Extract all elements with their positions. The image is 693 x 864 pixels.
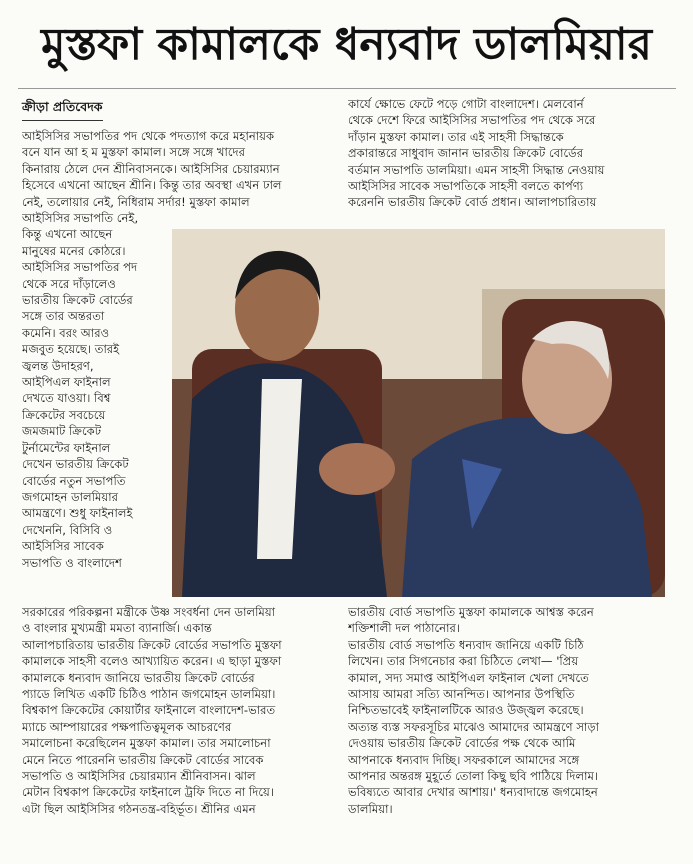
text-line: মজবুত হয়েছে। তারই [22,342,120,357]
left-column-top-text [22,128,344,210]
text-line: ভারতীয় বোর্ড সভাপতি ধন্যবাদ জানিয়ে একটি চিঠি [348,637,584,652]
text-line: কমেনি। বরং আরও [22,325,110,340]
byline: ক্রীড়া প্রতিবেদক [22,99,103,121]
text-line: ডালমিয়া। [348,801,393,816]
photo-illustration [172,229,665,597]
text-line: ক্রিকেটের সবচেয়ে [22,407,106,422]
text-line: জ্বলন্ত উদাহরণ, [22,358,94,373]
text-line: ভবিষ্যতে আবার দেখার আশায়।' ধন্যবাদান্তে জগমোহন [348,785,598,800]
text-line: আইসিসির সভাপতি নেই, [22,211,139,225]
text-line: থেকে সরে দাঁড়ালেও [22,276,116,291]
text-line: প্যাডে লিখিত একটি চিঠিও পাঠান জগমোহন ডালমিয়া। [22,687,276,702]
text-line: সরকারের পরিকল্পনা মন্ত্রীকে উষ্ণ সংবর্ধনা দেন ডালমিয়া [22,605,276,619]
text-line: ও বাংলার মুখ্যমন্ত্রী মমতা ব্যানার্জি। একান্ত [22,621,212,636]
text-line: ভারতীয় বোর্ড সভাপতি মুস্তফা কামালকে আশ্বস্ত করেন [348,605,594,619]
text-line: শক্তিশালী দল পাঠানোর। [348,621,460,636]
left-column-bottom-text [22,604,344,817]
article-photo [172,229,665,597]
text-line: বর্তমান সভাপতি ডালমিয়া। এমন সাহসী সিদ্ধান্ত নেওয়ায় [348,162,605,177]
text-line: টুর্নামেন্টের ফাইনাল [22,440,111,455]
text-line: মেনে নিতে পারেননি ভারতীয় ক্রিকেট বোর্ডের সাবেক [22,752,264,767]
text-line: কিনারায় ঠেলে দেন শ্রীনিবাসনকে। আইসিসির চেয়ারম্যান [22,161,280,176]
text-line: এটা ছিল আইসিসির গঠনতন্ত্র-বহির্ভূত। শ্রীনির এমন [22,801,256,816]
text-line: সভাপতি ও বাংলাদেশ [22,555,122,570]
text-line: বনে যান আ হ ম মুস্তফা কামাল। সঙ্গে সঙ্গে খাদের [22,145,245,160]
text-line: কামালকে ধন্যবাদ জানিয়ে ভারতীয় ক্রিকেট বোর্ডের [22,670,255,685]
text-line: কামালকে সাহসী বলেও আখ্যায়িত করেন। এ ছাড়া মুস্তফা [22,654,282,669]
text-line: লিখেন। তার সিগনেচার করা চিঠিতে লেখা— 'প্রিয় [348,654,579,669]
photo-handshake [319,443,395,495]
text-line: থেকে দেশে ফিরে আইসিসির সভাপতির পদ থেকে সরে [348,113,596,128]
text-line: কামাল, সদ্য সমাপ্ত আইপিএল ফাইনাল খেলা দেখতে [348,670,589,685]
text-line: আইসিসির সাবেক সভাপতিকে সাহসী বলতে কার্পণ্য [348,179,584,194]
text-line: দেখেননি, বিসিবি ও [22,522,113,537]
text-line: ভারতীয় ক্রিকেট বোর্ডের [22,293,133,308]
text-line: মানুষের মনের কোঠরে। [22,243,126,258]
text-line: আপনার অন্তরঙ্গ মুহূর্তে তোলা কিছু ছবি পাঠিয়ে দিলাম। [348,769,599,784]
text-line: সঙ্গে তার অন্তরতা [22,309,105,324]
text-line: আলাপচারিতায় ভারতীয় ক্রিকেট বোর্ডের সভাপতি মুস্তফা [22,637,282,652]
text-line: কিন্তু এখনো আছেন [22,227,113,242]
headline: মুস্তফা কামালকে ধন্যবাদ ডালমিয়ার [41,19,652,70]
right-column-top-text [348,96,670,211]
left-column-wrap-text [22,210,167,571]
text-line: মেটান বিশ্বকাপ ক্রিকেটের ফাইনালে ট্রফি দিতে না দিয়ে। [22,785,274,800]
text-line: আপনাকে ধন্যবাদ দিচ্ছি। সফরকালে আমাদের সঙ্গে [348,752,580,767]
text-line: আইপিএল ফাইনাল [22,375,111,390]
text-line: দাঁড়ান মুস্তফা কামাল। তার এই সাহসী সিদ্ধান্তকে [348,129,564,144]
text-line: জগমোহন ডালমিয়ার [22,489,118,504]
headline-rule [18,88,676,89]
text-line: আমন্ত্রণে। শুধু ফাইনালই [22,506,133,521]
right-column-bottom-text [348,604,670,817]
text-line: দেখেন ভারতীয় ক্রিকেট [22,457,129,472]
text-line: অত্যন্ত ব্যস্ত সফরসূচির মাঝেও আমাদের আমন্ত্রণে সাড়া [348,719,600,734]
text-line: আইসিসির সভাপতির পদ [22,260,138,275]
text-line: কার্যে ক্ষোভে ফেটে পড়ে গোটা বাংলাদেশ। মেলবোর্ন [348,97,584,111]
text-line: প্রকারান্তরে সাধুবাদ জানান ভারতীয় ক্রিকেট বোর্ডের [348,146,584,161]
text-line: সভাপতি ও আইসিসির চেয়ারম্যান শ্রীনিবাসন। ঝাল [22,769,256,784]
text-line: আসায় আমরা সত্যি আনন্দিত। আপনার উপস্থিতি [348,687,575,702]
text-line: বিশ্বকাপ ক্রিকেটের কোয়ার্টার ফাইনালে বাংলাদেশ-ভারত [22,703,276,718]
text-line: আইসিসির সাবেক [22,539,104,554]
text-line: সমালোচনা করেছিলেন মুস্তফা কামাল। তার সমালোচনা [22,736,271,751]
text-line: নেই, তলোয়ার নেই, নিধিরাম সর্দার! মুস্তফা কামাল [22,194,250,209]
text-line: বোর্ডের নতুন সভাপতি [22,473,126,488]
text-line: দেখতে যাওয়া। বিশ্ব [22,391,111,406]
text-line: জমজমাট ক্রিকেট [22,424,102,439]
text-line: আইসিসির সভাপতির পদ থেকে পদত্যাগ করে মহানায়ক [22,129,275,143]
text-line: ম্যাচে আম্পায়ারের পক্ষপাতিত্বমূলক আচরণের [22,719,232,734]
text-line: দেওয়ায় ভারতীয় ক্রিকেট বোর্ডের পক্ষ থেকে আমি [348,736,576,751]
text-line: নিশ্চিতভাবেই ফাইনালটিকে আরও উজ্জ্বল করেছে। [348,703,584,718]
text-line: করেননি ভারতীয় ক্রিকেট বোর্ড প্রধান। আলাপচারিতায় [348,195,597,210]
text-line: হিসেবে এখনো আছেন শ্রীনি। কিন্তু তার অবস্থা এখন ঢাল [22,178,282,193]
